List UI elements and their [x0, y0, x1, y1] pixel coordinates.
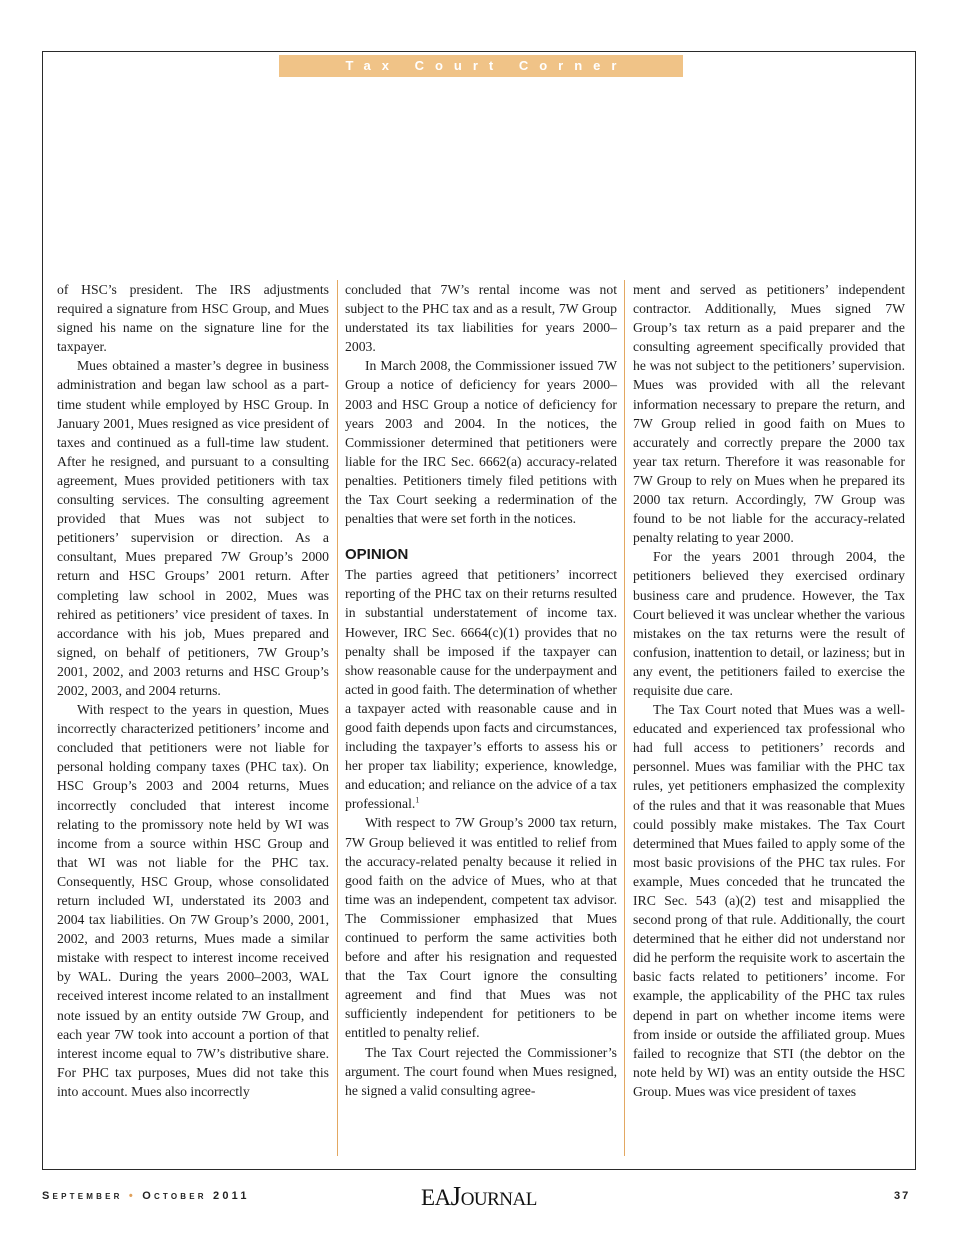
column-3 [633, 280, 905, 1101]
paragraph-text: ment and served as petitioners’ independent contractor. Additionally, Mues signed 7W Group’s tax return as a paid preparer and the consulting agreement specifically provided that he was not subject to the petitioners’ supervision. Mues was provided with all the relevant information necessary to prepare the return, and 7W Group relied in good faith on Mues to accurately and correctly prepare the 2000 tax year tax return. Therefore it was reasonable for 7W Group to rely on Mues when he prepared its 2000 tax return. Accordingly, 7W Group was found to be not liable for the accuracy-related penalty relating to year 2000. [633, 282, 905, 546]
separator-dot: • [128, 1190, 136, 1202]
article-paragraph [345, 813, 617, 1042]
journal-logo-ea: EA [421, 1185, 451, 1210]
article-paragraph [345, 280, 617, 356]
article-paragraph [633, 280, 905, 547]
section-banner: Tax Court Corner [279, 55, 683, 77]
column-divider [624, 280, 625, 1156]
column-2 [345, 280, 617, 1100]
column-1 [57, 280, 329, 1101]
issue-month-1: September [42, 1190, 123, 1202]
issue-date [42, 1190, 250, 1202]
paragraph-text: The Tax Court noted that Mues was a well-educated and experienced tax professional who had full access to petitioners’ records and personnel. Mues was familiar with the PHC tax rules, yet petitioners emphasized the complexity of the rules and that it was reasonable that Mues could possibly make mistakes. The Tax Court determined that Mues failed to apply some of the most basic provisions of the PHC tax rules. For example, Mues conceded that he truncated the IRC Sec. 543 (a)(2) test and misapplied the second prong of that rule. Additionally, the court determined that he either did not understand nor did he perform the requisite work to ascertain the basic facts related to petitioners’ income. For example, the applicability of the PHC tax rules depend in part on whether income items were from inside or outside the affiliated group. Mues failed to recognize that STI (the debtor on the note held by WI) was an entity outside the HSC Group. Mues was vice president of taxes [633, 702, 905, 1099]
article-paragraph [57, 700, 329, 1101]
article-paragraph [633, 700, 905, 1101]
paragraph-text: Mues obtained a master’s degree in business administration and began law school as a part-time student while employed by HSC Group. In January 2001, Mues resigned as vice president of taxes and continued as a full-time law student. After he resigned, and pursuant to a consulting agreement, Mues provided petitioners with tax consulting services. The consulting agreement provided that Mues was not subject to petitioners’ supervision or direction. As a consultant, Mues prepared 7W Group’s 2000 return and HSC Groups’ 2001 return. After completing law school in 2002, Mues was rehired as petitioners’ vice president of taxes. In accordance with his job, Mues prepared and signed, on behalf of petitioners, 7W Group’s 2001, 2002, and 2003 returns and HSC Group’s 2002, 2003, and 2004 returns. [57, 358, 329, 698]
paragraph-text: With respect to the years in question, Mues incorrectly characterized petitioners’ income and concluded that petitioners were not liable for personal holding company taxes (PHC tax). On HSC Group’s 2003 and 2004 returns, Mues incorrectly concluded that interest income relating to the promissory note held by WI was income from a source within HSC Group and that WI was not liable for the PHC tax. Consequently, HSC Group, whose consolidated return included WI, understated its 2003 and 2004 tax liabilities. On 7W Group’s 2000, 2001, 2002, and 2003 returns, Mues made a similar mistake with respect to interest income received by WAL. During the years 2000–2003, WAL received interest income related to an installment note issued by an entity outside 7W Group, and each year 7W took into account a portion of that interest income equal to 7W’s distributive share. For PHC tax purposes, Mues did not take this into account. Mues also incorrectly [57, 702, 329, 1099]
section-heading: OPINION [345, 546, 409, 564]
paragraph-text: For the years 2001 through 2004, the petitioners believed they exercised ordinary business care and prudence. However, the Tax Court believed it was unclear whether the various mistakes on the tax returns were the result of confusion, inattention to detail, or laziness; but in any event, the petitioners failed to exercise the requisite due care. [633, 549, 905, 698]
paragraph-text: The Tax Court rejected the Commissioner’s argument. The court found when Mues resigned, he signed a valid consulting agree- [345, 1044, 617, 1098]
journal-logo [421, 1181, 537, 1212]
paragraph-text: In March 2008, the Commissioner issued 7W Group a notice of deficiency for years 2000–2003 and HSC Group a notice of deficiency for years 2003 and 2004. In the notices, the Commissioner determined that petitioners were liable for the IRC Sec. 6662(a) accuracy-related penalties. Petitioners timely filed petitions with the Tax Court seeking a redermination of the penalties that were set forth in the notices. [345, 358, 617, 527]
paragraph-text: With respect to 7W Group’s 2000 tax return, 7W Group believed it was entitled to relief from the accuracy-related penalty because it relied in good faith on the advice of Mues, who at that time was an independent, competent tax advisor. The Commissioner emphasized that Mues continued to perform the same activities both before and after his resignation and requested that the Tax Court ignore the consulting agreement and find that Mues was not sufficiently independent for petitioners to be entitled to penalty relief. [345, 815, 617, 1041]
article-paragraph [57, 356, 329, 700]
article-paragraph [57, 280, 329, 356]
article-paragraph [345, 565, 617, 813]
page-number: 37 [894, 1190, 911, 1202]
article-paragraph [345, 356, 617, 528]
column-divider [337, 280, 338, 1156]
paragraph-text: concluded that 7W’s rental income was not subject to the PHC tax and as a result, 7W Group understated its tax liabilities for years 2000–2003. [345, 282, 617, 355]
footnote-marker: 1 [415, 795, 420, 805]
article-paragraph [345, 1043, 617, 1100]
issue-month-2: October 2011 [142, 1190, 250, 1202]
journal-logo-rest: OURNAL [460, 1189, 537, 1210]
paragraph-text: The parties agreed that petitioners’ incorrect reporting of the PHC tax on their returns resulted in substantial understatement of income tax. However, IRC Sec. 6664(c)(1) provides that no penalty shall be imposed if the taxpayer can show reasonable cause for the underpayment and acted in good faith. The determination of whether a taxpayer acted with reasonable cause and in good faith depends upon facts and circumstances, including the taxpayer’s efforts to assess his or her proper tax liability; experience, knowledge, and education; and reliance on the advice of a tax professional. [345, 567, 617, 812]
article-paragraph [633, 547, 905, 700]
journal-logo-j: J [450, 1181, 461, 1211]
paragraph-text: of HSC’s president. The IRS adjustments required a signature from HSC Group, and Mues signed his name on the signature line for the taxpayer. [57, 282, 329, 355]
